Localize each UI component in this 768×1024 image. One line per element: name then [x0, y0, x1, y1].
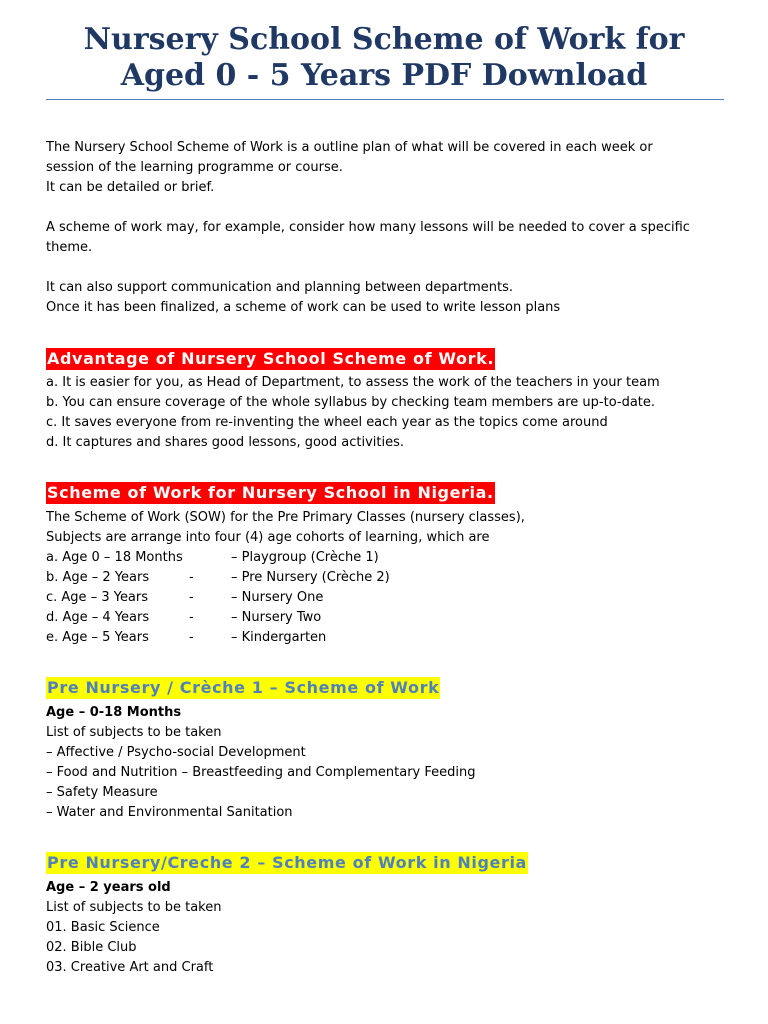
- section-text: Subjects are arrange into four (4) age cohorts of learning, which are: [46, 530, 490, 545]
- nigeria-section: [46, 508, 736, 648]
- class-label: – Nursery One: [231, 590, 324, 605]
- age-label: c. Age – 3 Years: [46, 590, 149, 605]
- section-text: The Scheme of Work (SOW) for the Pre Primary Classes (nursery classes),: [46, 510, 525, 525]
- nigeria-heading: Scheme of Work for Nursery School in Nigeria.: [47, 483, 494, 502]
- advantage-heading: Advantage of Nursery School Scheme of Work.: [47, 349, 495, 368]
- age-label: b. Age – 2 Years: [46, 570, 150, 585]
- class-label: – Nursery Two: [231, 610, 322, 625]
- age-dash: -: [189, 610, 194, 625]
- section-text: List of subjects to be taken: [46, 725, 222, 740]
- age-cohort-row: [46, 588, 736, 608]
- age-label: a. Age 0 – 18 Months: [46, 550, 183, 565]
- intro-section: [46, 138, 736, 318]
- age-label: e. Age – 5 Years: [46, 630, 149, 645]
- list-item: – Food and Nutrition – Breastfeeding and Complementary Feeding: [46, 765, 476, 780]
- age-dash: -: [189, 630, 194, 645]
- class-label: – Pre Nursery (Crèche 2): [231, 570, 390, 585]
- intro-text: A scheme of work may, for example, consider how many lessons will be needed to cover a specific: [46, 220, 690, 235]
- intro-text: theme.: [46, 240, 93, 255]
- creche1-section: [46, 703, 736, 823]
- intro-text: session of the learning programme or course.: [46, 160, 343, 175]
- title-line-2: Aged 0 - 5 Years PDF Download: [120, 58, 648, 93]
- list-item: – Safety Measure: [46, 785, 158, 800]
- list-item: c. It saves everyone from re-inventing the wheel each year as the topics come around: [46, 415, 608, 430]
- list-item: a. It is easier for you, as Head of Department, to assess the work of the teachers in your team: [46, 375, 660, 390]
- age-subheading: Age – 0-18 Months: [46, 705, 182, 720]
- age-cohort-row: [46, 608, 736, 628]
- age-dash: -: [189, 590, 194, 605]
- list-item: 02. Bible Club: [46, 940, 137, 955]
- title-underline: [46, 99, 724, 100]
- intro-text: The Nursery School Scheme of Work is a outline plan of what will be covered in each week or: [46, 140, 653, 155]
- age-cohort-row: [46, 548, 736, 568]
- creche2-section: [46, 878, 736, 978]
- age-dash: [189, 548, 231, 568]
- intro-text: It can also support communication and planning between departments.: [46, 280, 513, 295]
- document-title: [0, 22, 768, 94]
- intro-text: Once it has been finalized, a scheme of work can be used to write lesson plans: [46, 300, 561, 315]
- age-cohort-row: [46, 628, 736, 648]
- list-item: d. It captures and shares good lessons, good activities.: [46, 435, 404, 450]
- list-item: – Affective / Psycho-social Development: [46, 745, 306, 760]
- class-label: – Playgroup (Crèche 1): [231, 550, 379, 565]
- list-item: b. You can ensure coverage of the whole syllabus by checking team members are up-to-date.: [46, 395, 656, 410]
- section-text: List of subjects to be taken: [46, 900, 222, 915]
- class-label: – Kindergarten: [231, 630, 327, 645]
- age-subheading: Age – 2 years old: [46, 880, 171, 895]
- age-cohort-row: [46, 568, 736, 588]
- creche1-heading: Pre Nursery / Crèche 1 – Scheme of Work: [47, 678, 440, 697]
- list-item: – Water and Environmental Sanitation: [46, 805, 293, 820]
- age-label: d. Age – 4 Years: [46, 610, 150, 625]
- list-item: 01. Basic Science: [46, 920, 160, 935]
- age-dash: -: [189, 570, 194, 585]
- creche2-heading: Pre Nursery/Creche 2 – Scheme of Work in Nigeria: [47, 853, 527, 872]
- list-item: 03. Creative Art and Craft: [46, 960, 214, 975]
- title-line-1: Nursery School Scheme of Work for: [83, 22, 685, 57]
- advantage-list: [46, 373, 736, 453]
- intro-text: It can be detailed or brief.: [46, 180, 215, 195]
